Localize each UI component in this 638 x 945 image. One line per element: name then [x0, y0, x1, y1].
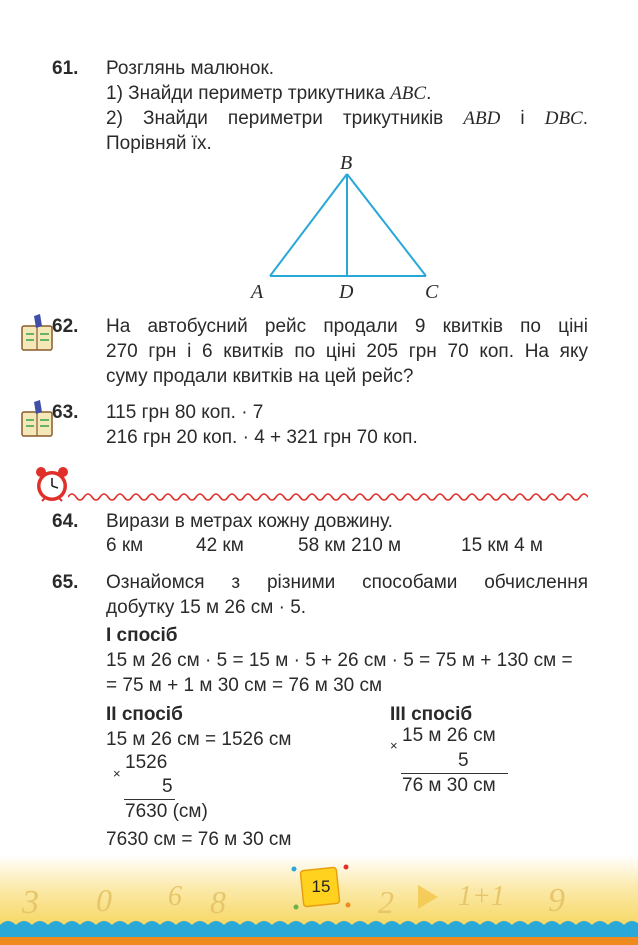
method-3-multiplicand: 15 м 26 см — [402, 725, 496, 746]
method-3-rule — [401, 773, 508, 774]
problem-62-line2: 270 грн і 6 квитків по ціні 205 грн 70 коп. На яку — [106, 341, 588, 362]
problem-64-text: Вирази в метрах кожну довжину. — [106, 511, 393, 532]
method-2-title: ІІ спосіб — [106, 704, 183, 725]
deco-digit: 6 — [168, 881, 182, 912]
method-2-result-value: 7630 — [125, 801, 168, 822]
method-1-line1: 15 м 26 см · 5 = 15 м · 5 + 26 см · 5 = 75 м + 130 см = — [106, 650, 573, 671]
conjunction: і — [520, 108, 525, 129]
vertex-b-label: B — [340, 152, 353, 174]
triangle-abd-label: ABD — [463, 108, 501, 129]
method-2-rule — [124, 799, 175, 800]
deco-digit: 8 — [210, 884, 226, 920]
page-number: 15 — [311, 877, 331, 896]
problem-61-line3: 2) Знайди периметри трикутників ABD і DBC. — [106, 108, 588, 129]
problem-63-text — [106, 400, 418, 450]
alarm-clock-icon — [33, 465, 73, 505]
deco-digit: 3 — [22, 884, 39, 921]
problem-62-line3: суму продали квитків на цей рейс? — [106, 366, 414, 387]
problem-61-line4: Порівняй їх. — [106, 133, 212, 154]
triangle-side-bc — [347, 174, 426, 276]
problem-64-number: 64. — [52, 511, 79, 532]
deco-digit: 1+1 — [458, 881, 505, 912]
problem-63-line1: 115 грн 80 коп. · 7 — [106, 402, 264, 423]
problem-63-line2: 216 грн 20 коп. · 4 + 321 грн 70 коп. — [106, 427, 418, 448]
problem-65-line1: Ознайомся з різними способами обчислення — [106, 572, 588, 593]
method-1-line2: = 75 м + 1 м 30 см = 76 м 30 см — [106, 675, 383, 696]
times-sign: × — [113, 766, 121, 781]
problem-61-line3-text: 2) Знайди периметри трикутників — [106, 108, 464, 129]
vertex-a-label: A — [251, 281, 264, 303]
problem-61-line1: Розглянь малюнок. — [106, 58, 275, 79]
method-2-final: 7630 см = 76 м 30 см — [106, 829, 292, 850]
triangle-dbc-label: DBC — [544, 108, 583, 129]
method-2-result-unit: (см) — [172, 801, 208, 822]
method-2-line1: 15 м 26 см = 1526 см — [106, 729, 292, 750]
method-2-multiplicand: 1526 — [125, 752, 168, 773]
problem-65-text — [106, 570, 588, 620]
notebook-pencil-icon — [20, 398, 56, 440]
notebook-pencil-icon — [20, 312, 56, 354]
problem-65-number: 65. — [52, 572, 79, 593]
deco-digit: 2 — [378, 884, 394, 920]
method-2-multiplier: 5 — [162, 776, 173, 797]
deco-digit: 0 — [96, 882, 112, 918]
length-item: 42 км — [196, 535, 244, 556]
problem-61-number: 61. — [52, 58, 79, 79]
problem-62-text — [106, 314, 588, 389]
deco-digit: 9 — [548, 882, 565, 919]
problem-65-line2: добутку 15 м 26 см · 5. — [106, 597, 307, 618]
triangle-side-ab — [270, 174, 347, 276]
vertex-c-label: C — [425, 281, 439, 303]
method-3-result: 76 м 30 см — [402, 775, 496, 796]
times-sign: × — [390, 738, 398, 753]
problem-61-text — [106, 56, 588, 156]
triangle-abc-label: ABC — [390, 83, 427, 104]
problem-63-number: 63. — [52, 402, 79, 423]
method-3-multiplier: 5 — [458, 750, 469, 771]
method-2-result — [125, 801, 208, 823]
problem-61-line2-text: 1) Знайди периметр трикутника — [106, 83, 391, 104]
length-item: 6 км — [106, 535, 144, 556]
page-footer — [0, 855, 638, 945]
length-item: 58 км 210 м — [298, 535, 402, 556]
wave-divider — [68, 490, 588, 504]
length-item: 15 км 4 м — [461, 535, 543, 556]
point-d-label: D — [339, 281, 354, 303]
problem-62-number: 62. — [52, 316, 79, 337]
method-1-title: І спосіб — [106, 625, 178, 646]
problem-62-line1: На автобусний рейс продали 9 квитків по ціні — [106, 316, 588, 337]
problem-61-line2: 1) Знайди периметр трикутника ABC. — [106, 83, 432, 104]
method-3-title: ІІІ спосіб — [390, 704, 473, 725]
